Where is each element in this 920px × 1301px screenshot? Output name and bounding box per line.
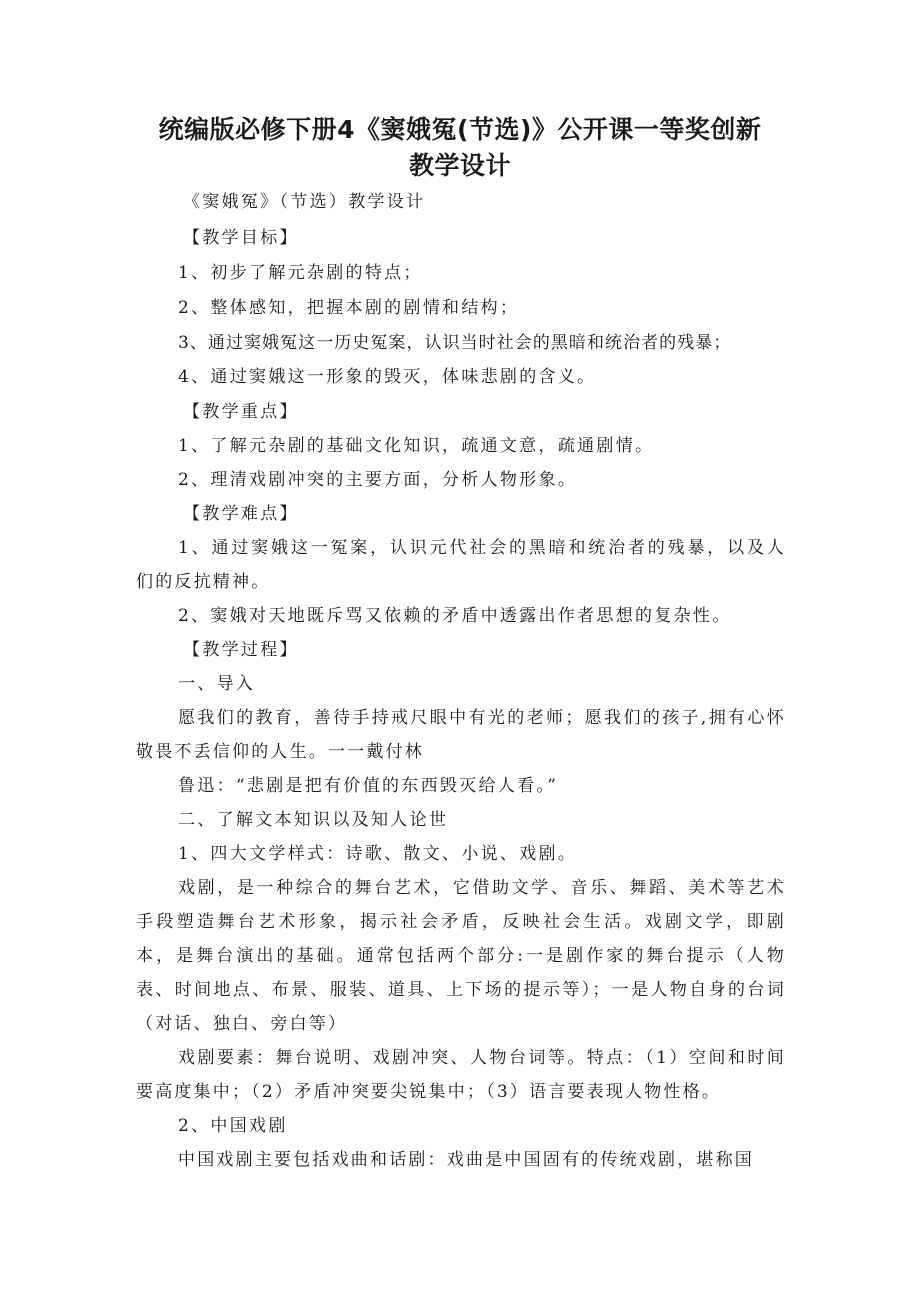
key-point-item: 2、理清戏剧冲突的主要方面，分析人物形象。 <box>178 470 578 490</box>
part2-heading: 二、了解文本知识以及知人论世 <box>178 810 449 830</box>
lu-xun-quote: 鲁迅：“悲剧是把有价值的东西毁灭给人看。” <box>178 776 559 796</box>
goal-item: 2、整体感知，把握本剧的剧情和结构； <box>178 298 520 318</box>
difficulty-item: 1、通过窦娥这一冤案，认识元代社会的黑暗和统治者的残暴，以及人们的反抗精神。 <box>136 538 786 592</box>
four-forms-line: 1、四大文学样式：诗歌、散文、小说、戏剧。 <box>178 844 578 864</box>
drama-definition: 戏剧，是一种综合的舞台艺术，它借助文学、音乐、舞蹈、美术等艺术手段塑造舞台艺术形象，揭示社会矛盾，反映社会生活。戏剧文学，即剧本，是舞台演出的基础。通常包括两个部分:一是剧作家的舞台提示（人物表、时间地点、布景、服装、道具、上下场的提示等）；一是人物自身的台词（对话、独白、旁白等） <box>136 878 786 1034</box>
document-title-line-1: 统编版必修下册4《窦娥冤(节选)》公开课一等奖创新 <box>158 115 762 144</box>
intro-heading: 一、导入 <box>178 674 256 694</box>
goals-heading: 【教学目标】 <box>183 228 299 248</box>
document-title-line-2: 教学设计 <box>408 151 511 180</box>
drama-elements: 戏剧要素：舞台说明、戏剧冲突、人物台词等。特点：（1）空间和时间要高度集中；（2）矛盾冲突要尖锐集中；（3）语言要表现人物性格。 <box>136 1048 786 1102</box>
key-point-item: 1、了解元杂剧的基础文化知识，疏通文意，疏通剧情。 <box>178 436 655 456</box>
chinese-drama-text: 中国戏剧主要包括戏曲和话剧：戏曲是中国固有的传统戏剧，堪称国 <box>178 1150 754 1170</box>
intro-quote: 愿我们的教育，善待手持戒尺眼中有光的老师；愿我们的孩子,拥有心怀敬畏不丢信仰的人生。一一戴付林 <box>136 708 786 762</box>
chinese-drama-heading: 2、中国戏剧 <box>178 1116 288 1136</box>
difficulty-item: 2、窦娥对天地既斥骂又依赖的矛盾中透露出作者思想的复杂性。 <box>178 606 732 626</box>
goal-item: 3、通过窦娥冤这一历史冤案，认识当时社会的黑暗和统治者的残暴； <box>178 333 732 353</box>
document-subtitle: 《窦娥冤》（节选）教学设计 <box>183 192 426 212</box>
key-points-heading: 【教学重点】 <box>183 402 299 422</box>
difficulties-heading: 【教学难点】 <box>183 504 299 524</box>
goal-item: 4、通过窦娥这一形象的毁灭，体味悲剧的含义。 <box>178 367 597 387</box>
process-heading: 【教学过程】 <box>183 640 299 660</box>
goal-item: 1、初步了解元杂剧的特点； <box>178 263 423 283</box>
